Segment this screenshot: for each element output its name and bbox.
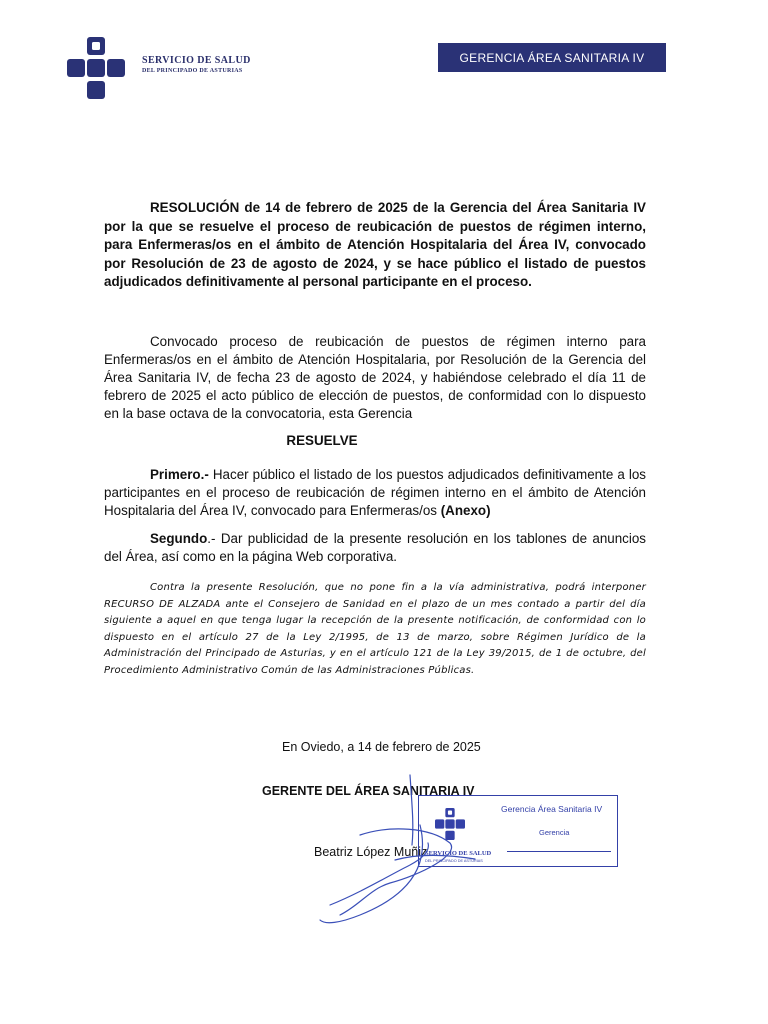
intro-paragraph: Convocado proceso de reubicación de puestos de régimen interno para Enfermeras/os en el ámbito de Atención Hospitalaria, por Resolución de la Gerencia del Área Sanitaria IV, de fecha 23 de agosto de 2024, y habiéndose celebrado el día 11 de febrero de 2025 el acto público de elección de puestos, de conformidad con lo dispuesto en la base octava de la convocatoria, esta Gerencia <box>104 334 646 421</box>
primero-text: Hacer público el listado de los puestos adjudicados definitivamente a los participantes en el proceso de reubicación de régimen interno en el ámbito de Atención Hospitalaria del Área IV, convocado para Enfermeras/os <box>104 467 646 518</box>
stamp-org-subtitle: DEL PRINCIPADO DE ASTURIAS <box>425 859 483 863</box>
area-banner: GERENCIA ÁREA SANITARIA IV <box>438 43 666 72</box>
primero-label: Primero.- <box>150 467 209 482</box>
segundo-paragraph <box>104 530 646 566</box>
resuelve-heading: RESUELVE <box>286 433 358 448</box>
stamp-department: Gerencia <box>539 828 570 837</box>
segundo-text: .- Dar publicidad de la presente resolución en los tablones de anuncios del Área, así como en la página Web corporativa. <box>104 531 646 564</box>
org-subtitle: DEL PRINCIPADO DE ASTURIAS <box>142 68 243 74</box>
primero-paragraph <box>104 466 646 520</box>
org-name: SERVICIO DE SALUD <box>142 55 251 66</box>
appeal-notice: Contra la presente Resolución, que no pone fin a la vía administrativa, podrá interponer RECURSO DE ALZADA ante el Consejero de Sanidad en el plazo de un mes contado a partir del día siguiente a aquel en que tenga lugar la recepción de la presente notificación, de conformidad con lo dispuesto en el artículo 27 de la Ley 2/1995, de 13 de marzo, sobre Régimen Jurídico de la Administración del Principado de Asturias, y en el artículo 121 de la Ley 39/2015, de 1 de octubre, del Procedimiento Administrativo Común de las Administraciones Públicas. <box>104 582 646 676</box>
stamp-area: Gerencia Área Sanitaria IV <box>501 804 603 814</box>
stamp-org-name: SERVICIO DE SALUD <box>425 850 492 857</box>
resolution-title: RESOLUCIÓN de 14 de febrero de 2025 de la Gerencia del Área Sanitaria IV por la que se resuelve el proceso de reubicación de puestos de régimen interno, para Enfermeras/os en el ámbito de Atención Hospitalaria del Área IV, convocado por Resolución de 23 de agosto de 2024, y se hace público el listado de puestos adjudicados definitivamente al personal participante en el proceso. <box>104 200 646 289</box>
handwritten-signature <box>300 765 520 935</box>
annex-reference: (Anexo) <box>440 503 491 518</box>
health-service-logo-icon <box>67 37 125 99</box>
signer-name: Beatriz López Muñiz <box>314 845 428 859</box>
segundo-label: Segundo <box>150 531 208 546</box>
stamp-divider <box>507 851 611 852</box>
signer-title: GERENTE DEL ÁREA SANITARIA IV <box>262 784 475 798</box>
place-date: En Oviedo, a 14 de febrero de 2025 <box>282 740 481 754</box>
